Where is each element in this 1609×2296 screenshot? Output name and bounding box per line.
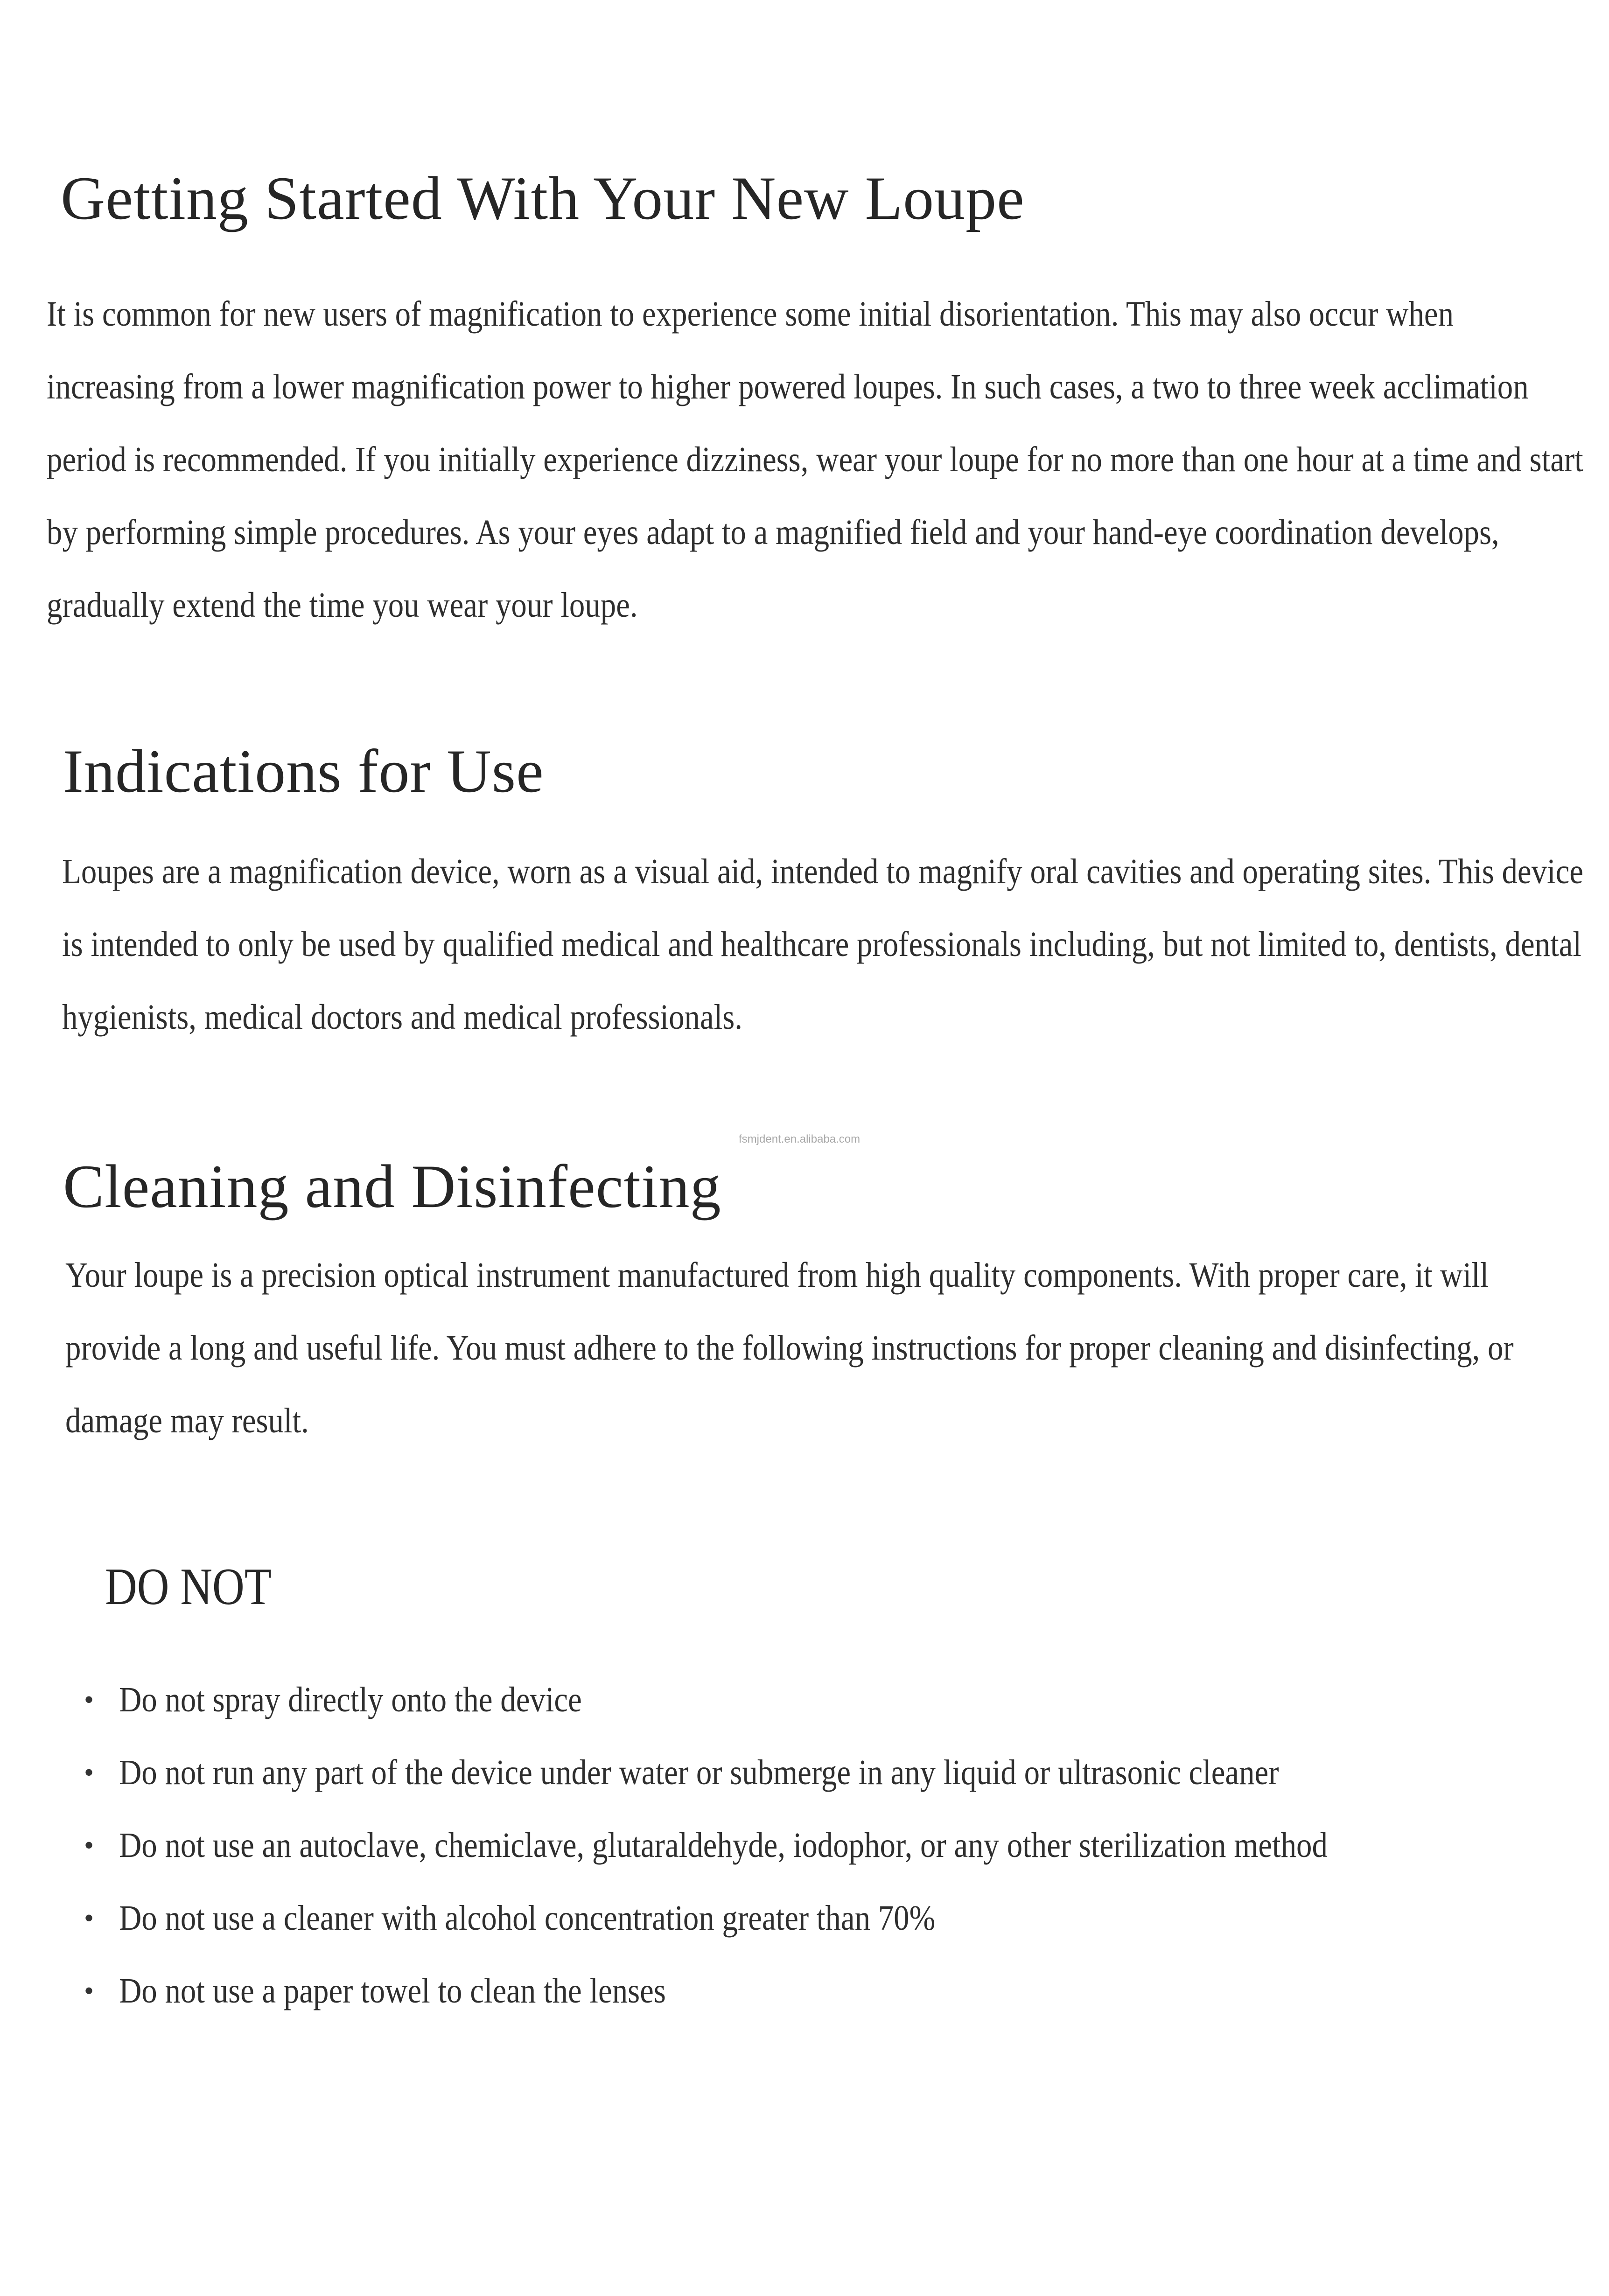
list-item [84, 1954, 1531, 2027]
do-not-heading: DO NOT [105, 1558, 272, 1616]
getting-started-heading: Getting Started With Your New Loupe [61, 164, 1025, 232]
list-item-text: Do not use a cleaner with alcohol concentration greater than 70% [119, 1898, 936, 1938]
list-item [84, 1736, 1531, 1809]
bullet-icon: • [84, 1757, 94, 1788]
bullet-icon: • [84, 1975, 94, 2006]
getting-started-paragraph: It is common for new users of magnification to experience some initial disorientation. This may also occur when increasing from a lower magnification power to higher powered loupes. In such cases, a two to three week acclimation period is recommended. If you initially experience dizziness, wear your loupe for no more than one hour at a time and start by performing simple procedures. As your eyes adapt to a magnified field and your hand-eye coordination develops, gradually extend the time you wear your loupe. [47, 294, 1583, 625]
list-item [84, 1809, 1531, 1882]
list-item-text: Do not spray directly onto the device [119, 1680, 582, 1719]
indications-heading: Indications for Use [63, 737, 544, 805]
list-item [84, 1663, 1531, 1736]
bullet-icon: • [84, 1830, 94, 1861]
cleaning-paragraph: Your loupe is a precision optical instrument manufactured from high quality components. With proper care, it will provide a long and useful life. You must adhere to the following instructions for proper cleaning and disinfecting, or damage may result. [65, 1256, 1514, 1440]
list-item-text: Do not use a paper towel to clean the lenses [119, 1971, 666, 2010]
bullet-icon: • [84, 1903, 94, 1933]
list-item [84, 1882, 1531, 1954]
do-not-list [84, 1663, 1531, 2027]
bullet-icon: • [84, 1684, 94, 1715]
list-item-text: Do not use an autoclave, chemiclave, glutaraldehyde, iodophor, or any other sterilization method [119, 1826, 1328, 1865]
list-item-text: Do not run any part of the device under water or submerge in any liquid or ultrasonic cleaner [119, 1753, 1279, 1792]
indications-paragraph: Loupes are a magnification device, worn as a visual aid, intended to magnify oral cavities and operating sites. This device is intended to only be used by qualified medical and healthcare professionals including, but not limited to, dentists, dental hygienists, medical doctors and medical professionals. [62, 852, 1583, 1037]
cleaning-heading: Cleaning and Disinfecting [63, 1152, 721, 1221]
watermark-text: fsmjdent.en.alibaba.com [739, 1133, 860, 1145]
